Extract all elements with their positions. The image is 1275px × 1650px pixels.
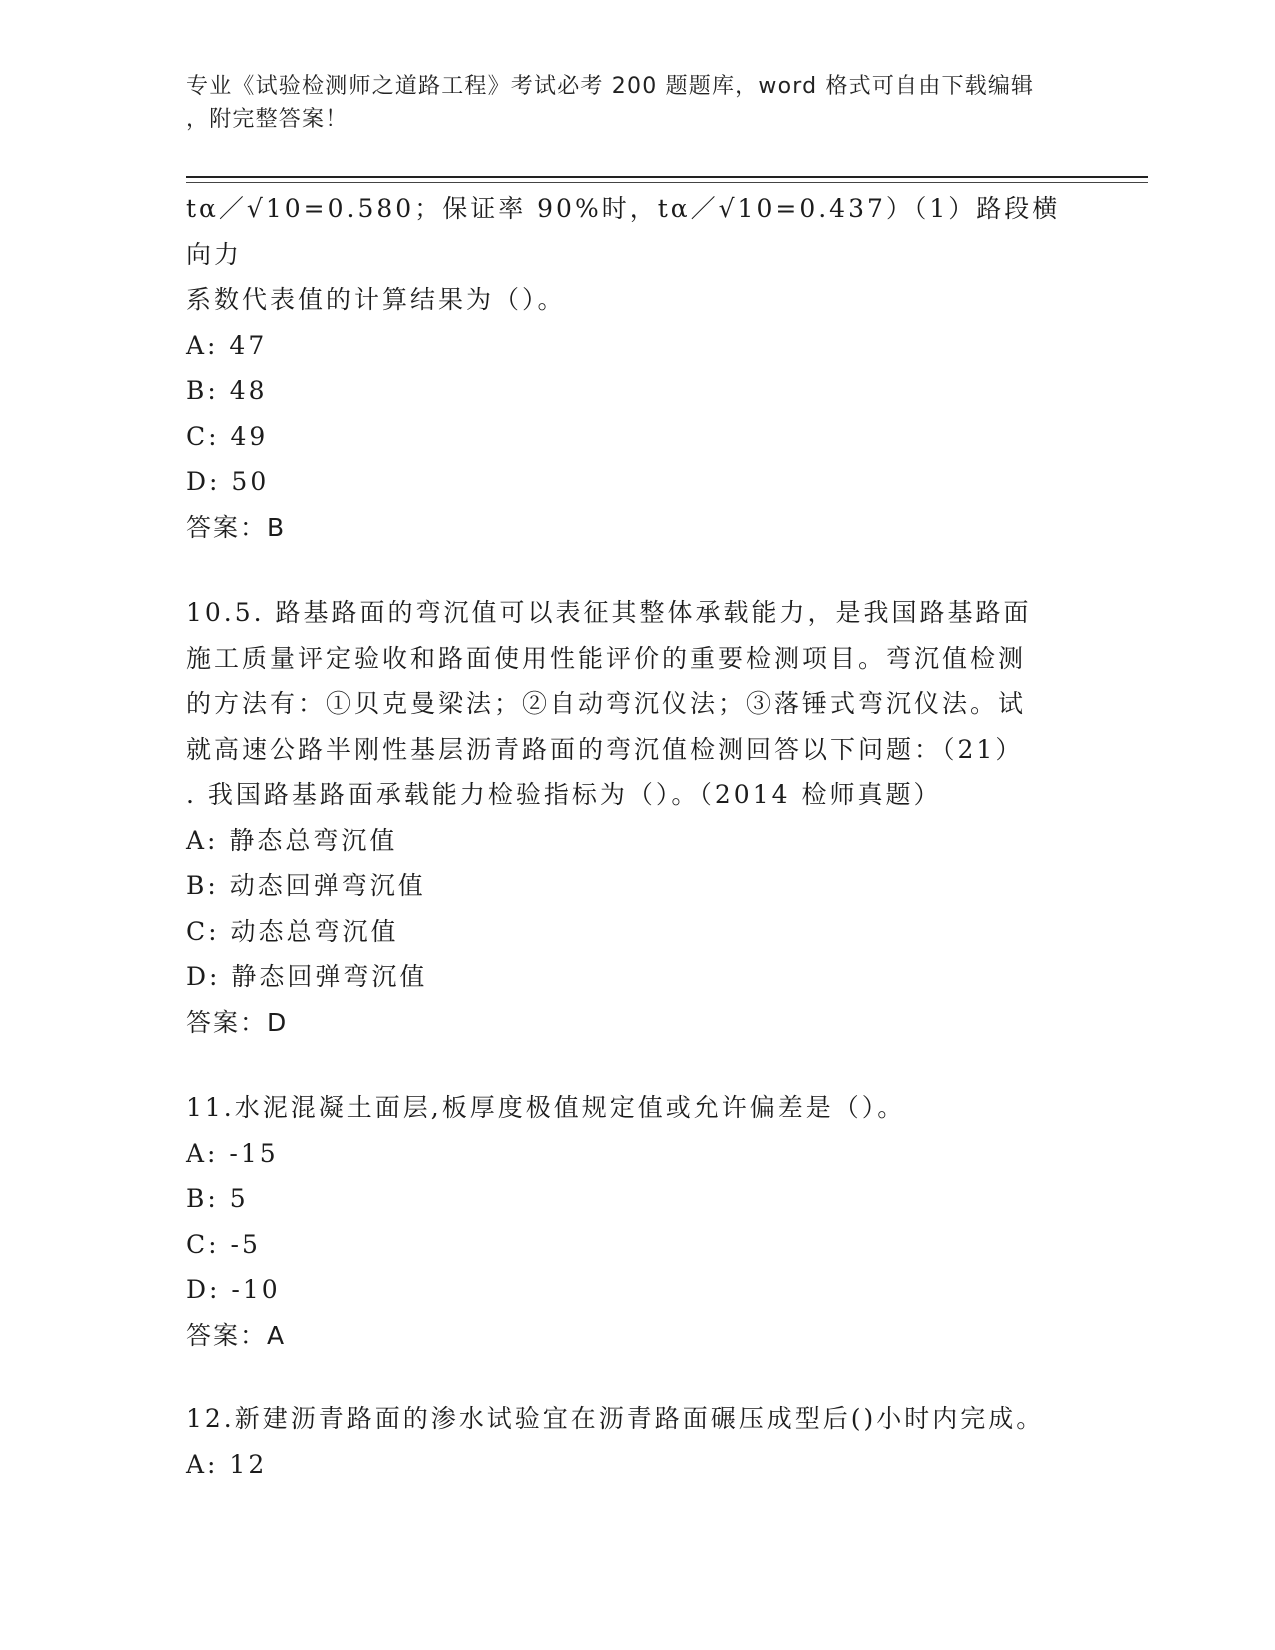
- spacer: [186, 1045, 1066, 1085]
- question-11: [186, 1085, 1066, 1358]
- header-line-2: ，附完整答案！: [186, 107, 349, 132]
- option-c: C: 动态总弯沉值: [186, 916, 399, 946]
- question-stem-line: 10.5. 路基路面的弯沉值可以表征其整体承载能力，是我国路基路面: [186, 598, 1032, 627]
- document-header: [186, 70, 1066, 136]
- question-stem-line: 11.水泥混凝土面层,板厚度极值规定值或允许偏差是（）。: [186, 1093, 906, 1122]
- spacer: [186, 1358, 1066, 1396]
- header-divider-thin: [186, 182, 1148, 183]
- question-stem-line: tα／√10=0.580；保证率 90%时，tα／√10=0.437）（1）路段横向力: [186, 194, 1061, 269]
- header-line-1: 专业《试验检测师之道路工程》考试必考 200 题题库，word 格式可自由下载编辑: [186, 74, 1035, 99]
- option-b: B: 动态回弹弯沉值: [186, 871, 426, 900]
- document-body: [186, 186, 1066, 1487]
- option-c: C: -5: [186, 1229, 261, 1259]
- question-stem-line: . 我国路基路面承载能力检验指标为（）。（2014 检师真题）: [186, 780, 942, 809]
- option-c: C: 49: [186, 421, 269, 451]
- question-10-5: [186, 590, 1066, 1045]
- question-12: [186, 1396, 1066, 1487]
- option-d: D: 50: [186, 467, 270, 496]
- option-d: D: -10: [186, 1275, 281, 1304]
- question-10-4: [186, 186, 1066, 550]
- question-stem-line: 就高速公路半刚性基层沥青路面的弯沉值检测回答以下问题：（21）: [186, 734, 1024, 764]
- question-stem-line: 的方法有：①贝克曼梁法；②自动弯沉仪法；③落锤式弯沉仪法。试: [186, 689, 1027, 718]
- header-divider-thick: [186, 176, 1148, 178]
- option-d: D: 静态回弹弯沉值: [186, 962, 428, 991]
- question-stem-line: 12.新建沥青路面的渗水试验宜在沥青路面碾压成型后()小时内完成。: [186, 1404, 1045, 1433]
- answer-line: 答案：D: [186, 1007, 289, 1037]
- option-b: B: 48: [186, 376, 268, 405]
- answer-line: 答案：B: [186, 512, 287, 542]
- option-b: B: 5: [186, 1184, 249, 1213]
- option-a: A: 47: [186, 330, 268, 360]
- question-stem-line: 施工质量评定验收和路面使用性能评价的重要检测项目。弯沉值检测: [186, 643, 1027, 673]
- option-a: A: 静态总弯沉值: [186, 825, 398, 855]
- option-a: A: 12: [186, 1449, 268, 1479]
- answer-line: 答案：A: [186, 1320, 287, 1350]
- question-stem-line: 系数代表值的计算结果为（）。: [186, 285, 566, 314]
- spacer: [186, 550, 1066, 590]
- option-a: A: -15: [186, 1138, 279, 1168]
